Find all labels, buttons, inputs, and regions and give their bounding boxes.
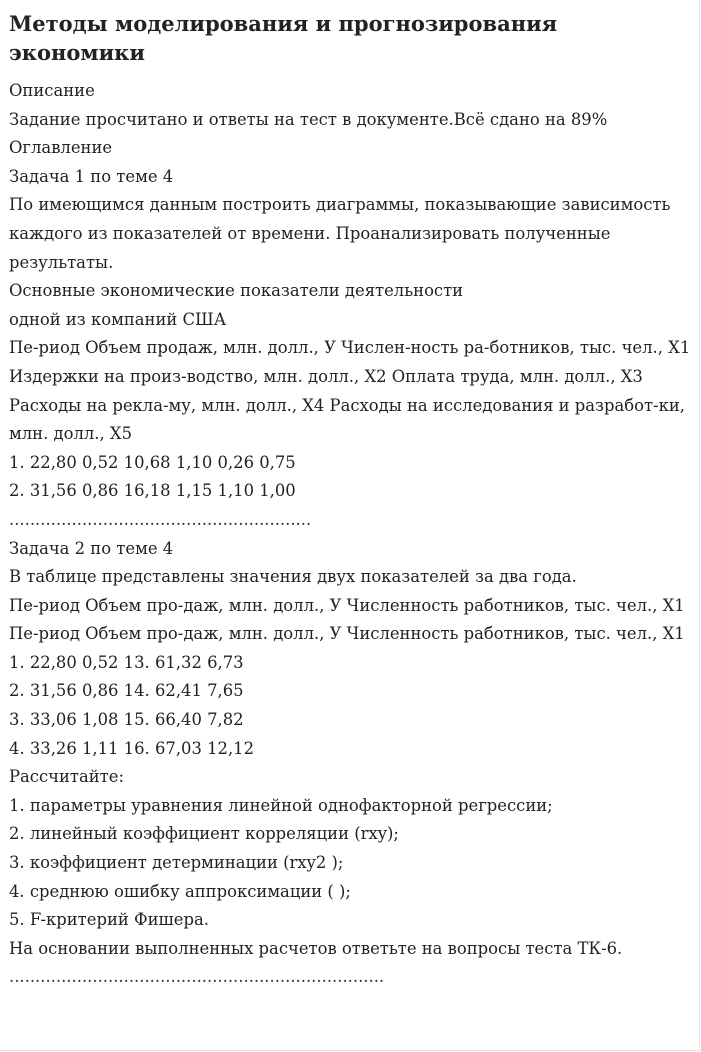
- calc-item-3: 3. коэффициент детерминации (rxy2 );: [9, 853, 344, 873]
- final-instruction: На основании выполненных расчетов ответьте на вопросы теста ТК-6.: [9, 938, 623, 958]
- document-content: [9, 9, 693, 992]
- task-2-heading: Задача 2 по теме 4: [9, 538, 174, 558]
- task-1-row-1: 1. 22,80 0,52 10,68 1,10 0,26 0,75: [9, 452, 296, 472]
- table-caption-line-2: одной из компаний США: [9, 309, 227, 329]
- separator-dots-end: ........................................................................: [9, 967, 385, 987]
- task-2-intro: В таблице представлены значения двух показателей за два года.: [9, 567, 577, 587]
- task-2-row-4: 4. 33,26 1,11 16. 67,03 12,12: [9, 738, 255, 758]
- description-text: Задание просчитано и ответы на тест в документе.Всё сдано на 89%: [9, 109, 608, 129]
- calc-item-4: 4. среднюю ошибку аппроксимации ( );: [9, 881, 351, 901]
- task-1-table-header: Пе-риод Объем продаж, млн. долл., У Числен-ность ра-ботников, тыс. чел., X1 Издержки на произ-водство, млн. долл., X2 Оплата труда, млн. долл., X3 Расходы на рекла-му, млн. долл., X4 Расходы на исследования и разработ-ки, млн. долл., X5: [9, 338, 691, 444]
- calculate-label: Рассчитайте:: [9, 767, 124, 787]
- calc-item-2: 2. линейный коэффициент корреляции (rxy);: [9, 824, 399, 844]
- task-1-row-2: 2. 31,56 0,86 16,18 1,15 1,10 1,00: [9, 481, 296, 501]
- calc-item-5: 5. F-критерий Фишера.: [9, 910, 209, 930]
- separator-dots: ..........................................................: [9, 509, 312, 529]
- task-1-heading: Задача 1 по теме 4: [9, 166, 174, 186]
- task-2-row-2: 2. 31,56 0,86 14. 62,41 7,65: [9, 681, 244, 701]
- table-caption-line-1: Основные экономические показатели деятельности: [9, 281, 464, 301]
- section-label-contents: Оглавление: [9, 138, 113, 158]
- task-2-table-header: Пе-риод Объем про-даж, млн. долл., У Численность работников, тыс. чел., X1 Пе-риод Объем про-даж, млн. долл., У Численность работников, тыс. чел., X1: [9, 595, 685, 644]
- task-2-row-1: 1. 22,80 0,52 13. 61,32 6,73: [9, 652, 244, 672]
- task-1-instruction: По имеющимся данным построить диаграммы, показывающие зависимость каждого из показателей от времени. Проанализировать полученные результаты.: [9, 195, 671, 272]
- document-title: Методы моделирования и прогнозирования экономики: [9, 11, 558, 65]
- calc-item-1: 1. параметры уравнения линейной однофакторной регрессии;: [9, 795, 553, 815]
- section-label-description: Описание: [9, 81, 95, 100]
- task-2-row-3: 3. 33,06 1,08 15. 66,40 7,82: [9, 710, 244, 730]
